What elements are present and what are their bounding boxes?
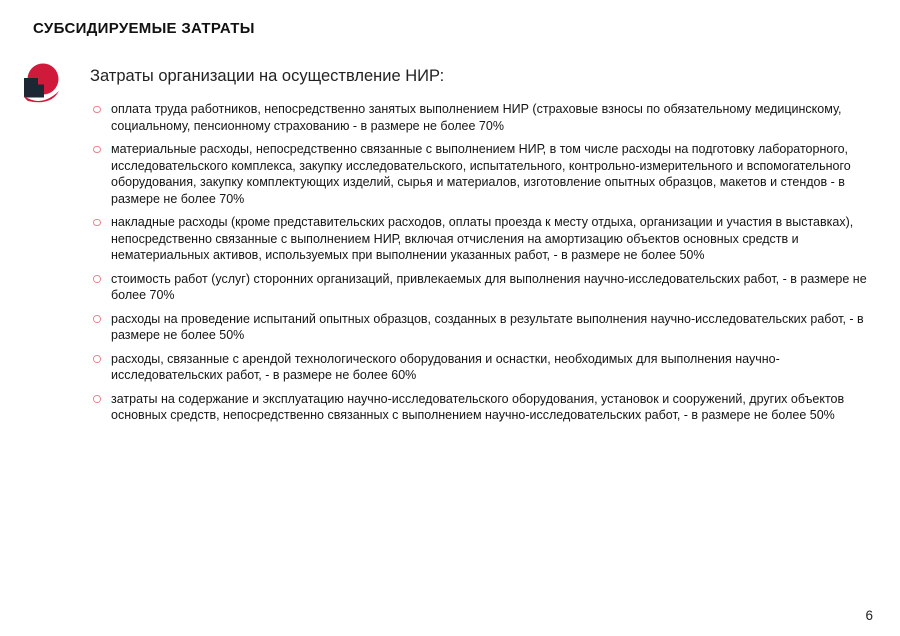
bullet-circle-icon	[93, 275, 101, 283]
list-item-text: расходы на проведение испытаний опытных образцов, созданных в результате выполнения научно-исследовательских работ, - в размере не более 50%	[111, 311, 864, 342]
list-item-text: затраты на содержание и эксплуатацию научно-исследовательского оборудования, установок и сооружений, других объектов основных средств, непосредственно связанных с выполнением научно-исследовательских работ, - в размере не более 50%	[111, 391, 845, 422]
bullet-circle-icon	[93, 219, 101, 227]
list-item	[90, 391, 878, 424]
list-item	[90, 271, 878, 304]
bullet-circle-icon	[93, 106, 101, 114]
list-item-text: стоимость работ (услуг) сторонних организаций, привлекаемых для выполнения научно-исследовательских работ, - в размере не более 70%	[111, 271, 867, 302]
slide-body	[90, 67, 878, 431]
list-item	[90, 214, 878, 264]
bullet-circle-icon	[93, 146, 101, 154]
cost-items-list	[90, 101, 878, 424]
list-item-text: накладные расходы (кроме представительских расходов, оплаты проезда к месту отдыха, организации и участия в выставках), непосредственно связанные с выполнением НИР, включая отчисления на амортизацию объектов основных средств и нематериальных активов, используемых при выполнении указанных работ, - в размере не более 50%	[111, 215, 854, 262]
list-item-text: расходы, связанные с арендой технологического оборудования и оснастки, необходимых для выполнения научно-исследовательских работ, - в размере не более 60%	[111, 351, 780, 382]
list-item	[90, 141, 878, 207]
list-item-text: материальные расходы, непосредственно связанные с выполнением НИР, в том числе расходы на подготовку лабораторного, исследовательского комплекса, закупку исследовательского, испытательного, контрольно-измерительного и вспомогательного оборудования, закупку комплектующих изделий, сырья и материалов, изготовление опытных образцов, макетов и стендов - в размере не более 70%	[111, 142, 851, 206]
list-item	[90, 311, 878, 344]
section-heading: Затраты организации на осуществление НИР:	[90, 67, 445, 85]
bullet-circle-icon	[93, 315, 101, 323]
company-logo-icon	[18, 61, 64, 109]
list-item-text: оплата труда работников, непосредственно занятых выполнением НИР (страховые взносы по обязательному медицинскому, социальному, пенсионному страхованию - в размере не более 70%	[111, 102, 842, 133]
list-item	[90, 351, 878, 384]
slide-title: СУБСИДИРУЕМЫЕ ЗАТРАТЫ	[33, 20, 255, 37]
list-item	[90, 101, 878, 134]
bullet-circle-icon	[93, 395, 101, 403]
bullet-circle-icon	[93, 355, 101, 363]
page-number: 6	[865, 608, 873, 623]
